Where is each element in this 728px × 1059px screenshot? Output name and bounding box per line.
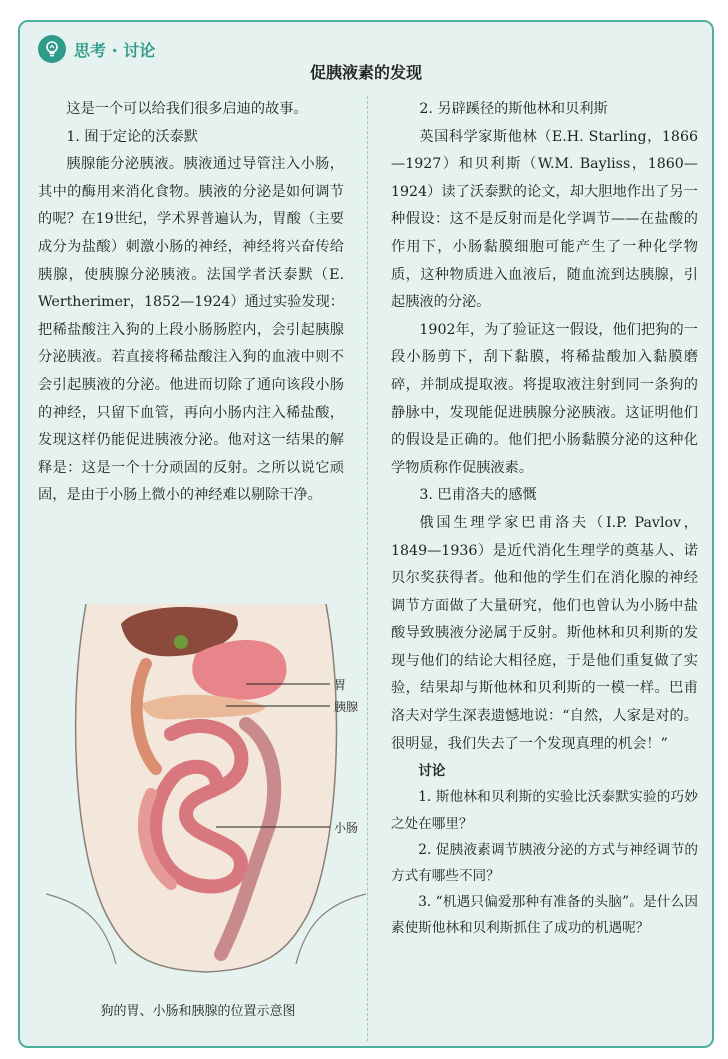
section2-paragraph-1: 英国科学家斯他林（E.H. Starling，1866—1927）和贝利斯（W.M. Bayliss，1860—1924）读了沃泰默的论文，却大胆地作出了另一种假设：这不是反射而是化学调节——在盐酸的作用下，小肠黏膜细胞可能产生了一种化学物质，这种物质进入血液后，随血流到达胰腺，引起胰液的分泌。: [391, 128, 698, 311]
section1-paragraph: 胰腺能分泌胰液。胰液通过导管注入小肠，其中的酶用来消化食物。胰液的分泌是如何调节的呢？在19世纪，学术界普遍认为，胃酸（主要成分为盐酸）刺激小肠的神经，神经将兴奋传给胰腺，使胰腺分泌胰液。法国学者沃泰默（E. Wertherimer，1852—1924）通过实验发现：把稀盐酸注入狗的上段小肠肠腔内，会引起胰腺分泌胰液。若直接将稀盐酸注入狗的血液中则不会引起胰液的分泌。他进而切除了通向该段小肠的神经，只留下血管，再向小肠内注入稀盐酸，发现这样仍能促进胰液分泌。他对这一结果的解释是：这是一个十分顽固的反射。之所以说它顽固，是由于小肠上微小的神经难以剔除干净。: [38, 156, 344, 504]
label-small-intestine: 小肠: [334, 821, 359, 835]
section2-paragraph-2: 1902年，为了验证这一假设，他们把狗的一段小肠剪下，刮下黏膜，将稀盐酸加入黏膜磨碎，并制成提取液。将提取液注射到同一条狗的静脉中，发现能促进胰腺分泌胰液。这证明他们的假设是正确的。他们把小肠黏膜分泌的这种化学物质称作促胰液素。: [391, 321, 698, 476]
section3-paragraph: 俄国生理学家巴甫洛夫（I.P. Pavlov，1849—1936）是近代消化生理学的奠基人、诺贝尔奖获得者。他和他的学生们在消化腺的神经调节方面做了大量研究，他们也曾认为小肠中盐酸导致胰液分泌属于反射。斯他林和贝利斯的发现与他们的结论大相径庭，于是他们重复做了实验，结果却与斯他林和贝利斯的一模一样。巴甫洛夫对学生深表遗憾地说：“自然，人家是对的。很明显，我们失去了一个发现真理的机会！”: [391, 514, 698, 752]
section1-heading: 1. 囿于定论的沃泰默: [66, 128, 198, 145]
lightbulb-icon: [38, 35, 66, 63]
section2-heading: 2. 另辟蹊径的斯他林和贝利斯: [419, 101, 608, 117]
page-title: 促胰液素的发现: [309, 63, 422, 82]
section3-heading: 3. 巴甫洛夫的感慨: [419, 487, 537, 504]
section-label: 思考 · 讨论: [74, 40, 156, 60]
label-pancreas: 胰腺: [334, 700, 359, 714]
intro-paragraph: 这是一个可以给我们很多启迪的故事。: [66, 101, 308, 117]
discussion-heading: 讨论: [418, 763, 446, 780]
left-column: [38, 96, 344, 510]
discussion-question: 1. 斯他林和贝利斯的实验比沃泰默实验的巧妙之处在哪里？: [391, 789, 698, 832]
discussion-question: 2. 促胰液素调节胰液分泌的方式与神经调节的方式有哪些不同？: [391, 841, 698, 885]
label-stomach: 胃: [334, 678, 347, 692]
figure-caption: 狗的胃、小肠和胰腺的位置示意图: [100, 1004, 296, 1019]
discussion-panel: [18, 20, 714, 1048]
discussion-question: 3. “机遇只偏爱那种有准备的头脑”。是什么因素使斯他林和贝利斯抓住了成功的机遇呢？: [391, 894, 698, 937]
right-column: [391, 96, 698, 942]
digestive-organs-illustration: [46, 594, 366, 974]
discussion-block: [391, 758, 698, 941]
column-divider: [367, 96, 368, 1041]
